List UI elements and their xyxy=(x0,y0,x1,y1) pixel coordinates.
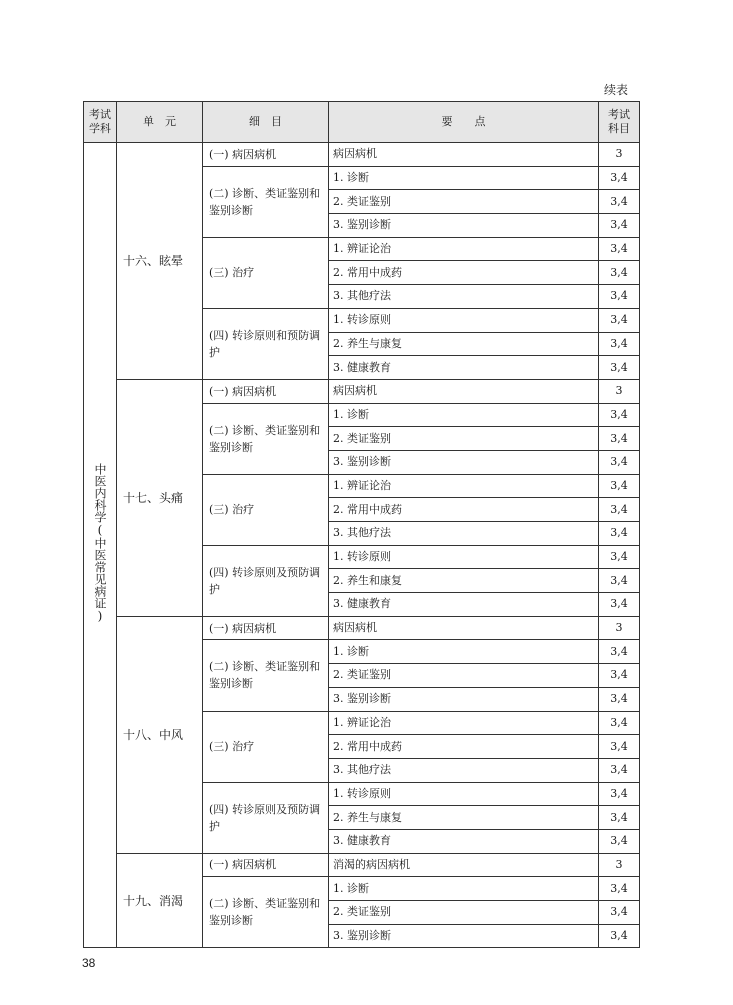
point-cell: 3. 鉴别诊断 xyxy=(329,214,599,238)
point-cell: 病因病机 xyxy=(329,379,599,403)
item-cell: (四) 转诊原则和预防调护 xyxy=(203,308,329,379)
header-item: 细 目 xyxy=(203,102,329,143)
point-cell: 3. 鉴别诊断 xyxy=(329,450,599,474)
score-cell: 3 xyxy=(599,616,640,640)
score-cell: 3,4 xyxy=(599,522,640,546)
score-cell: 3,4 xyxy=(599,711,640,735)
header-subject: 考试 学科 xyxy=(84,102,117,143)
score-cell: 3,4 xyxy=(599,782,640,806)
score-cell: 3,4 xyxy=(599,924,640,948)
table-header-row xyxy=(84,102,640,143)
point-cell: 2. 常用中成药 xyxy=(329,498,599,522)
point-cell: 2. 养生和康复 xyxy=(329,569,599,593)
item-cell: (三) 治疗 xyxy=(203,474,329,545)
score-cell: 3,4 xyxy=(599,403,640,427)
score-cell: 3,4 xyxy=(599,829,640,853)
subject-cell xyxy=(84,143,117,948)
score-cell: 3,4 xyxy=(599,214,640,238)
point-cell: 1. 诊断 xyxy=(329,640,599,664)
item-cell: (二) 诊断、类证鉴别和鉴别诊断 xyxy=(203,640,329,711)
header-score: 考试 科目 xyxy=(599,102,640,143)
score-cell: 3,4 xyxy=(599,474,640,498)
item-cell: (二) 诊断、类证鉴别和鉴别诊断 xyxy=(203,877,329,948)
point-cell: 1. 辨证论治 xyxy=(329,237,599,261)
score-cell: 3,4 xyxy=(599,498,640,522)
point-cell: 1. 转诊原则 xyxy=(329,782,599,806)
point-cell: 3. 其他疗法 xyxy=(329,285,599,309)
score-cell: 3,4 xyxy=(599,758,640,782)
score-cell: 3,4 xyxy=(599,687,640,711)
table-row xyxy=(84,616,640,640)
score-cell: 3,4 xyxy=(599,190,640,214)
point-cell: 1. 辨证论治 xyxy=(329,474,599,498)
item-cell: (四) 转诊原则及预防调护 xyxy=(203,545,329,616)
item-cell: (一) 病因病机 xyxy=(203,143,329,167)
point-cell: 病因病机 xyxy=(329,616,599,640)
item-cell: (一) 病因病机 xyxy=(203,853,329,877)
item-cell: (二) 诊断、类证鉴别和鉴别诊断 xyxy=(203,166,329,237)
point-cell: 2. 常用中成药 xyxy=(329,735,599,759)
point-cell: 2. 类证鉴别 xyxy=(329,664,599,688)
unit-cell: 十七、头痛 xyxy=(117,379,203,616)
table-row xyxy=(84,143,640,167)
item-cell: (三) 治疗 xyxy=(203,237,329,308)
table-row xyxy=(84,853,640,877)
point-cell: 1. 转诊原则 xyxy=(329,545,599,569)
point-cell: 1. 诊断 xyxy=(329,166,599,190)
score-cell: 3,4 xyxy=(599,285,640,309)
score-cell: 3,4 xyxy=(599,593,640,617)
score-cell: 3,4 xyxy=(599,640,640,664)
point-cell: 3. 健康教育 xyxy=(329,593,599,617)
point-cell: 1. 辨证论治 xyxy=(329,711,599,735)
score-cell: 3 xyxy=(599,143,640,167)
point-cell: 3. 鉴别诊断 xyxy=(329,924,599,948)
point-cell: 2. 养生与康复 xyxy=(329,332,599,356)
score-cell: 3,4 xyxy=(599,901,640,925)
point-cell: 1. 诊断 xyxy=(329,403,599,427)
syllabus-table xyxy=(83,101,640,948)
item-cell: (四) 转诊原则及预防调护 xyxy=(203,782,329,853)
header-point: 要 点 xyxy=(329,102,599,143)
point-cell: 3. 鉴别诊断 xyxy=(329,687,599,711)
page-number: 38 xyxy=(82,956,96,970)
score-cell: 3,4 xyxy=(599,545,640,569)
score-cell: 3,4 xyxy=(599,569,640,593)
score-cell: 3,4 xyxy=(599,261,640,285)
score-cell: 3,4 xyxy=(599,308,640,332)
point-cell: 3. 其他疗法 xyxy=(329,758,599,782)
score-cell: 3,4 xyxy=(599,166,640,190)
unit-cell: 十八、中风 xyxy=(117,616,203,853)
header-unit: 单 元 xyxy=(117,102,203,143)
score-cell: 3,4 xyxy=(599,877,640,901)
item-cell: (三) 治疗 xyxy=(203,711,329,782)
continued-label: 续表 xyxy=(603,83,628,97)
score-cell: 3,4 xyxy=(599,427,640,451)
point-cell: 3. 其他疗法 xyxy=(329,522,599,546)
score-cell: 3,4 xyxy=(599,237,640,261)
score-cell: 3 xyxy=(599,379,640,403)
score-cell: 3,4 xyxy=(599,356,640,380)
point-cell: 2. 类证鉴别 xyxy=(329,427,599,451)
point-cell: 1. 转诊原则 xyxy=(329,308,599,332)
point-cell: 2. 常用中成药 xyxy=(329,261,599,285)
point-cell: 1. 诊断 xyxy=(329,877,599,901)
point-cell: 2. 养生与康复 xyxy=(329,806,599,830)
item-cell: (一) 病因病机 xyxy=(203,616,329,640)
score-cell: 3 xyxy=(599,853,640,877)
unit-cell: 十九、消渴 xyxy=(117,853,203,948)
subject-label: 中医内科学(中医常见病证) xyxy=(93,463,107,624)
point-cell: 3. 健康教育 xyxy=(329,356,599,380)
item-cell: (二) 诊断、类证鉴别和鉴别诊断 xyxy=(203,403,329,474)
point-cell: 2. 类证鉴别 xyxy=(329,190,599,214)
point-cell: 病因病机 xyxy=(329,143,599,167)
score-cell: 3,4 xyxy=(599,806,640,830)
point-cell: 2. 类证鉴别 xyxy=(329,901,599,925)
table-row xyxy=(84,379,640,403)
point-cell: 3. 健康教育 xyxy=(329,829,599,853)
point-cell: 消渴的病因病机 xyxy=(329,853,599,877)
score-cell: 3,4 xyxy=(599,450,640,474)
score-cell: 3,4 xyxy=(599,332,640,356)
score-cell: 3,4 xyxy=(599,664,640,688)
item-cell: (一) 病因病机 xyxy=(203,379,329,403)
score-cell: 3,4 xyxy=(599,735,640,759)
unit-cell: 十六、眩晕 xyxy=(117,143,203,380)
